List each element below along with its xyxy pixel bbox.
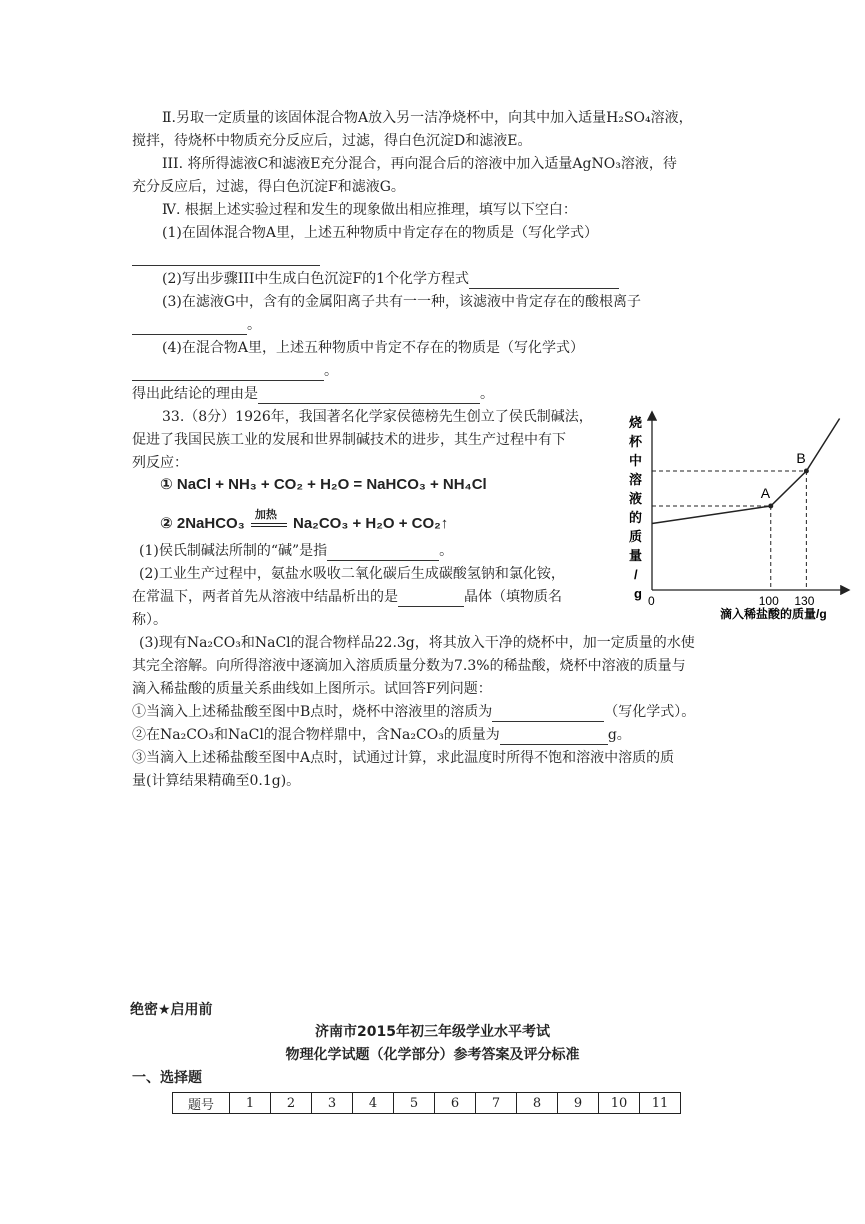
prompt-text: 晶体（填物质名	[464, 589, 562, 605]
chart-origin-label: 0	[648, 594, 655, 608]
chart-ylabel-char: 的	[629, 510, 643, 525]
table-cell: 7	[476, 1093, 517, 1114]
data-point-A	[768, 504, 773, 509]
answer-blank	[469, 273, 619, 289]
punct: 。	[247, 317, 261, 333]
text-line	[132, 361, 338, 381]
prompt-text: (2)写出步骤III中生成白色沉淀F的1个化学方程式	[162, 271, 470, 287]
chart-ylabel-char: /	[634, 567, 638, 582]
text-line: III. 将所得滤液C和滤液E充分混合，再向混合后的溶液中加入适量AgNO₃溶液，待	[162, 156, 677, 172]
chart-ylabel-char: 量	[629, 548, 643, 563]
text-line: 其完全溶解。向所得溶液中逐滴加入溶质质量分数为7.3%的稀盐酸，烧杯中溶液的质量与	[132, 658, 686, 674]
text-line: (3)现有Na₂CO₃和NaCl的混合物样品22.3g，将其放入干净的烧杯中，加一定质量的水使	[139, 635, 695, 651]
text-line: (4)在混合物A里，上述五种物质中肯定不存在的物质是（写化学式）	[162, 340, 584, 356]
prompt-text: 得出此结论的理由是	[132, 386, 258, 402]
text-line	[132, 384, 494, 404]
table-cell: 1	[230, 1093, 271, 1114]
section-heading: 一、选择题	[132, 1070, 202, 1086]
table-cell: 2	[271, 1093, 312, 1114]
text-line	[139, 541, 453, 561]
equation-2-left: ② 2NaHCO₃	[160, 515, 245, 532]
answer-blank	[258, 388, 480, 404]
prompt-text: ①当滴入上述稀盐酸至图中B点时，烧杯中溶液里的溶质为	[132, 704, 493, 720]
chart-ylabel-char: 液	[629, 491, 643, 506]
prompt-text: (1)侯氏制碱法所制的“碱”是指	[139, 543, 328, 559]
chart-xlabel: 滴入稀盐酸的质量/g	[720, 607, 827, 621]
answer-blank	[398, 591, 464, 607]
punct: 。	[324, 363, 338, 379]
x-tick-label: 130	[794, 594, 815, 608]
heat-arrow	[249, 509, 289, 533]
text-line: 滴入稀盐酸的质量关系曲线如上图所示。试回答F列问题：	[132, 681, 492, 697]
text-line	[132, 315, 261, 335]
table-cell: 4	[353, 1093, 394, 1114]
text-line: Ⅳ. 根据上述实验过程和发生的现象做出相应推理，填写以下空白：	[162, 202, 577, 218]
text-line: ③当滴入上述稀盐酸至图中A点时，试通过计算，求此温度时所得不饱和溶液中溶质的质	[132, 750, 675, 766]
text-line: 量(计算结果精确至0.1g)。	[132, 773, 301, 789]
question-33-text: 33.（8分）1926年，我国著名化学家侯德榜先生创立了侯氏制碱法，	[162, 409, 593, 425]
table-cell: 9	[558, 1093, 599, 1114]
chart-ylabel-char: 杯	[629, 434, 643, 449]
chart-ylabel-char: 质	[629, 529, 643, 544]
table-cell: 5	[394, 1093, 435, 1114]
chart	[620, 405, 860, 625]
equation-2-right: Na₂CO₃ + H₂O + CO₂↑	[293, 515, 449, 532]
text-line: 称）。	[132, 612, 167, 628]
table-row	[173, 1093, 681, 1114]
heat-condition: 加热	[254, 509, 277, 522]
table-header-cell: 题号	[173, 1093, 230, 1114]
data-point-B	[804, 469, 809, 474]
text-line: 充分反应后，过滤，得白色沉淀F和滤液G。	[132, 179, 405, 195]
chart-ylabel-char: 溶	[629, 472, 643, 487]
punct: 。	[480, 386, 494, 402]
chart-ylabel-char: 烧	[629, 415, 643, 430]
chart-ylabel-char: g	[634, 586, 642, 601]
answer-blank	[500, 729, 608, 745]
table-cell: 10	[599, 1093, 640, 1114]
text-line: 搅拌，待烧杯中物质充分反应后，过滤，得白色沉淀D和滤液E。	[132, 133, 532, 149]
equation-1: ① NaCl + NH₃ + CO₂ + H₂O = NaHCO₃ + NH₄Cl	[160, 476, 487, 493]
text-line	[132, 702, 695, 722]
punct: 。	[439, 543, 454, 559]
answer-blank-line	[132, 246, 320, 266]
text-line: (2)工业生产过程中，氨盐水吸收二氧化碳后生成碳酸氢钠和氯化铵，	[139, 566, 565, 582]
question-33-text: 列反应：	[132, 455, 188, 471]
table-cell: 6	[435, 1093, 476, 1114]
point-label-A: A	[760, 485, 771, 501]
chart-ylabel-char: 中	[629, 453, 643, 468]
x-tick-label: 100	[758, 594, 779, 608]
prompt-text: （写化学式）。	[604, 704, 696, 720]
equation-2	[160, 509, 449, 534]
answer-blank	[327, 545, 439, 561]
text-line	[132, 725, 631, 745]
prompt-text: ②在Na₂CO₃和NaCl的混合物样鼎中，含Na₂CO₃的质量为	[132, 727, 500, 743]
secret-label: 绝密★启用前	[130, 1002, 213, 1018]
answer-title-1: 济南市2015年初三年级学业水平考试	[315, 1024, 550, 1040]
text-line: (3)在滤液G中，含有的金属阳离子共有一一种，该滤液中肯定存在的酸根离子	[162, 294, 642, 310]
question-33-text: 促进了我国民族工业的发展和世界制碱技术的进步，其生产过程中有下	[132, 432, 566, 448]
point-label-B: B	[796, 450, 806, 466]
chart-ylabel-vertical	[629, 415, 643, 601]
answer-blank	[132, 365, 324, 381]
prompt-text: 在常温下，两者首先从溶液中结晶析出的是	[132, 589, 398, 605]
prompt-text: g。	[607, 727, 631, 743]
text-line: (1)在固体混合物A里，上述五种物质中肯定存在的物质是（写化学式）	[162, 225, 598, 241]
table-cell: 8	[517, 1093, 558, 1114]
answer-table	[172, 1092, 681, 1114]
text-line	[162, 269, 619, 289]
text-line	[132, 587, 562, 607]
answer-blank	[132, 319, 247, 335]
table-cell: 3	[312, 1093, 353, 1114]
answer-title-2: 物理化学试题（化学部分）参考答案及评分标准	[285, 1047, 580, 1063]
answer-blank	[492, 706, 604, 722]
table-cell: 11	[640, 1093, 681, 1114]
text-line: Ⅱ.另取一定质量的该固体混合物A放入另一洁净烧杯中，向其中加入适量H₂SO₄溶液，	[162, 110, 693, 126]
